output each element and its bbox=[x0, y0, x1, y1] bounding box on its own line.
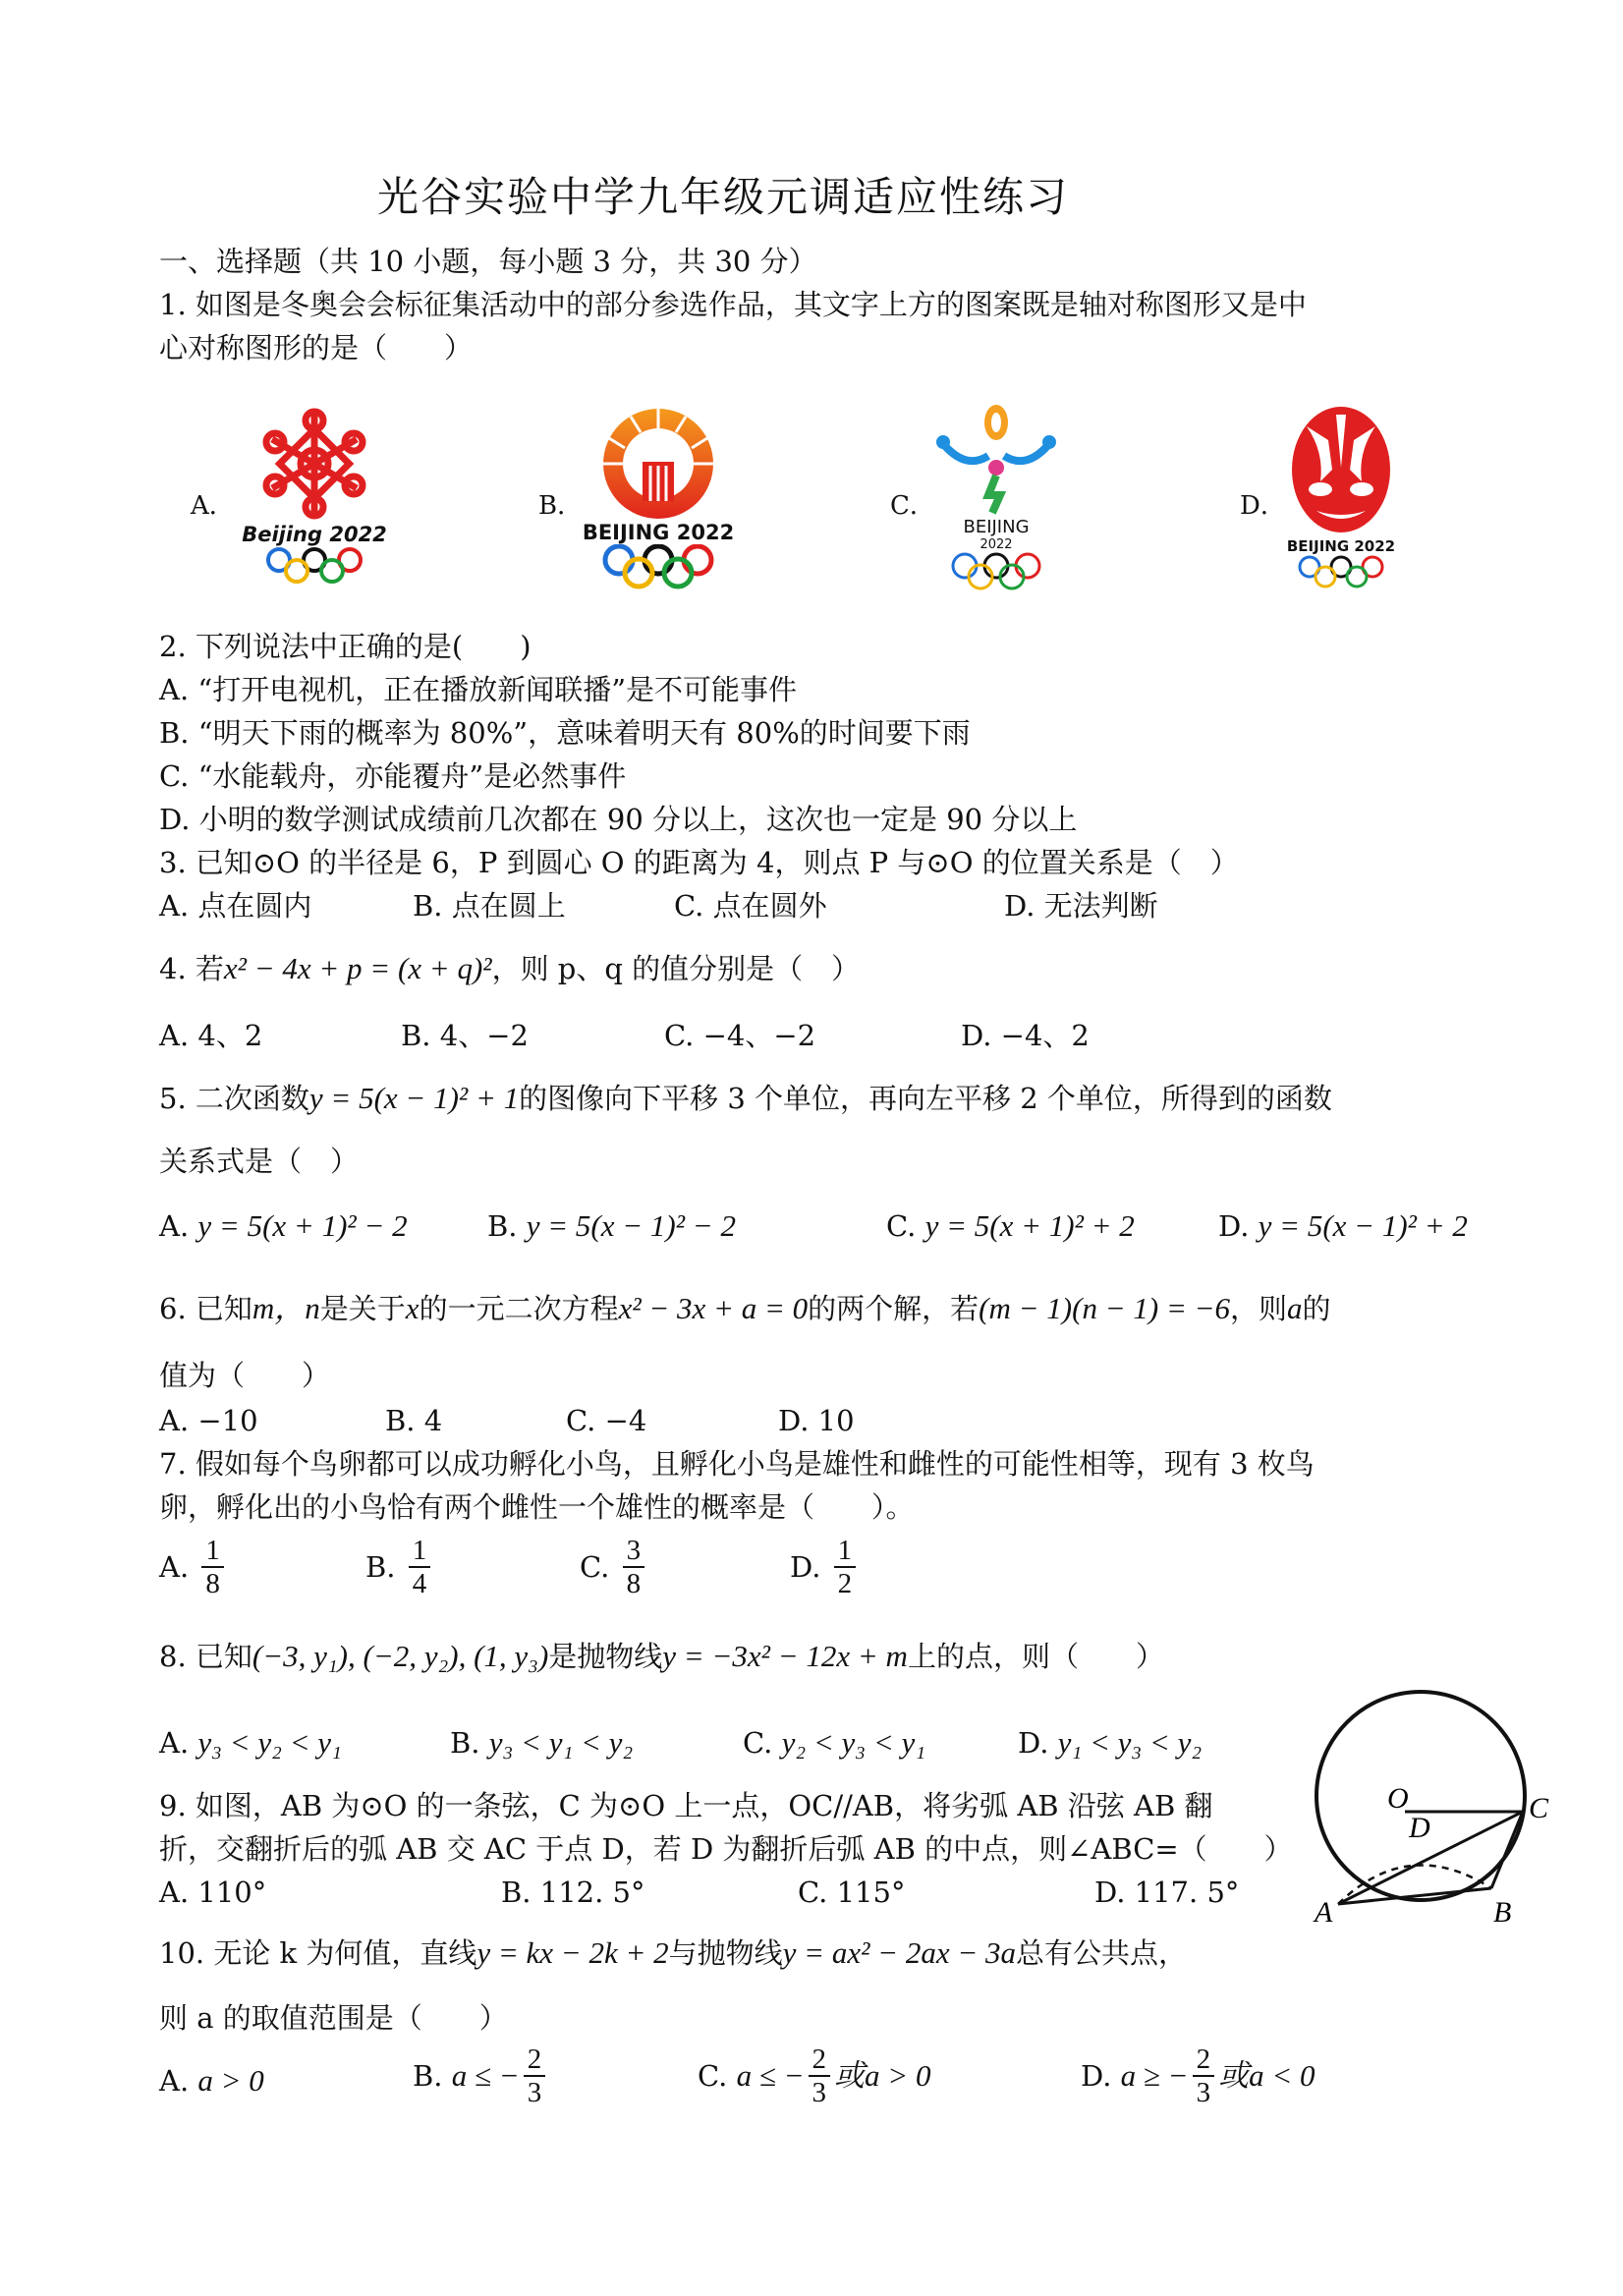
q4-option-c: C. −4、−2 bbox=[664, 1019, 816, 1052]
q2-option-a: A. “打开电视机，正在播放新闻联播”是不可能事件 bbox=[159, 673, 798, 706]
q6-p3: 的一元二次方程 bbox=[419, 1292, 619, 1325]
logo-c-year: 2022 bbox=[979, 537, 1013, 552]
q3-option-d: D. 无法判断 bbox=[1004, 889, 1158, 923]
q3-option-a: A. 点在圆内 bbox=[159, 889, 312, 923]
q6-line2: 值为（ ） bbox=[159, 1359, 331, 1392]
q4-stem bbox=[159, 951, 860, 986]
q8-points: (−3, y₁), (−2, y₂), (1, y₃) bbox=[252, 1639, 549, 1673]
q8-option-b bbox=[450, 1725, 633, 1761]
q10-post: 总有公共点， bbox=[1016, 1936, 1188, 1970]
q6-p2: 是关于 bbox=[319, 1292, 406, 1325]
q4-pre: 4. 若 bbox=[159, 952, 224, 985]
q7-option-d bbox=[790, 1535, 860, 1599]
q10-b-num: 2 bbox=[524, 2044, 546, 2077]
q7-b-num: 1 bbox=[409, 1535, 431, 1568]
q5-equation: y = 5(x − 1)² + 1 bbox=[308, 1081, 520, 1115]
q7-line1: 7. 假如每个鸟卵都可以成功孵化小鸟，且孵化小鸟是雄性和雌性的可能性相等，现有 3 枚鸟 bbox=[159, 1447, 1315, 1481]
q10-line2: 则 a 的取值范围是（ ） bbox=[159, 2001, 508, 2035]
q8-post: 上的点，则（ ） bbox=[907, 1640, 1164, 1673]
q5-c-label: C. bbox=[886, 1209, 917, 1243]
q6-option-a: A. −10 bbox=[159, 1404, 258, 1437]
q7-b-label: B. bbox=[365, 1550, 396, 1584]
logo-c bbox=[927, 401, 1065, 591]
q7-c-num: 3 bbox=[623, 1535, 645, 1568]
q1-line1: 1. 如图是冬奥会会标征集活动中的部分参选作品，其文字上方的图案既是轴对称图形又是中 bbox=[159, 288, 1307, 321]
q6-p6: 的 bbox=[1302, 1292, 1331, 1325]
logo-b-caption: BEIJING 2022 bbox=[582, 521, 735, 544]
q5-option-b bbox=[487, 1208, 736, 1244]
q8-pre: 8. 已知 bbox=[159, 1640, 252, 1673]
q1-option-d: D． bbox=[1240, 491, 1286, 521]
q9-option-a: A. 110° bbox=[159, 1876, 267, 1909]
q10-d-num: 2 bbox=[1193, 2044, 1215, 2077]
q10-a-label: A. bbox=[159, 2064, 190, 2098]
q8-stem bbox=[159, 1639, 1164, 1674]
q10-b-label: B. bbox=[413, 2059, 443, 2093]
q1-option-b: B． bbox=[538, 491, 584, 521]
q10-d-fraction bbox=[1193, 2044, 1215, 2108]
q10-mid: 与抛物线 bbox=[668, 1936, 783, 1970]
q10-c-fraction bbox=[809, 2044, 831, 2108]
q10-option-c bbox=[698, 2044, 930, 2108]
q9-option-d: D. 117. 5° bbox=[1094, 1876, 1240, 1909]
q8-a-label: A. bbox=[159, 1726, 190, 1760]
q7-c-label: C. bbox=[580, 1550, 610, 1584]
q10-d-expr: a ≥ − bbox=[1120, 2058, 1189, 2093]
q8-d-label: D. bbox=[1018, 1726, 1049, 1760]
q8-option-d bbox=[1018, 1725, 1202, 1761]
q9-option-c: C. 115° bbox=[798, 1876, 906, 1909]
q3-stem: 3. 已知⊙O 的半径是 6，P 到圆心 O 的距离为 4，则点 P 与⊙O 的位置关系是（ ） bbox=[159, 846, 1239, 879]
q6-p1: 6. 已知 bbox=[159, 1292, 252, 1325]
q8-option-c bbox=[743, 1725, 925, 1761]
q7-d-label: D. bbox=[790, 1550, 821, 1584]
q5-post: 的图像向下平移 3 个单位，再向左平移 2 个单位，所得到的函数 bbox=[519, 1082, 1332, 1115]
q3-option-b: B. 点在圆上 bbox=[413, 889, 566, 923]
q8-c-label: C. bbox=[743, 1726, 773, 1760]
q6-a: a bbox=[1287, 1291, 1303, 1325]
q10-c-den: 3 bbox=[812, 2077, 827, 2108]
q5-stem bbox=[159, 1081, 1332, 1116]
q9-circle-figure bbox=[1307, 1690, 1572, 1926]
q6-mn: m，n bbox=[252, 1291, 320, 1325]
q7-line2: 卵，孵化出的小鸟恰有两个雌性一个雄性的概率是（ ）。 bbox=[159, 1490, 915, 1524]
q9-option-b: B. 112. 5° bbox=[501, 1876, 645, 1909]
q2-option-b: B. “明天下雨的概率为 80%”，意味着明天有 80%的时间要下雨 bbox=[159, 716, 971, 750]
q6-option-b: B. 4 bbox=[385, 1404, 443, 1437]
section-heading: 一、选择题（共 10 小题，每小题 3 分，共 30 分） bbox=[159, 245, 817, 278]
q4-option-d: D. −4、2 bbox=[961, 1019, 1090, 1052]
q7-b-den: 4 bbox=[412, 1568, 427, 1599]
sunburst-icon bbox=[580, 403, 737, 521]
q8-b-label: B. bbox=[450, 1726, 480, 1760]
q10-option-a bbox=[159, 2063, 264, 2097]
q10-d-label: D. bbox=[1081, 2059, 1112, 2093]
q10-a-expr: a > 0 bbox=[197, 2063, 264, 2098]
q6-stem bbox=[159, 1291, 1331, 1326]
q5-option-d bbox=[1218, 1208, 1468, 1244]
q10-option-b bbox=[413, 2044, 549, 2108]
q5-option-c bbox=[886, 1208, 1135, 1244]
q7-a-label: A. bbox=[159, 1550, 190, 1584]
olympic-rings-icon bbox=[580, 544, 737, 589]
q7-a-fraction bbox=[201, 1535, 224, 1599]
q7-d-num: 1 bbox=[834, 1535, 857, 1568]
olympic-rings-icon bbox=[1277, 555, 1405, 588]
q8-d-expr: y₁ < y₃ < y₂ bbox=[1057, 1725, 1203, 1760]
q10-c-post: 或a > 0 bbox=[834, 2058, 931, 2093]
q9-line2: 折，交翻折后的弧 AB 交 AC 于点 D，若 D 为翻折后弧 AB 的中点，则∠ABC=（ ） bbox=[159, 1832, 1293, 1866]
q4-option-b: B. 4、−2 bbox=[401, 1019, 529, 1052]
q8-option-a bbox=[159, 1725, 342, 1761]
q8-mid: 是抛物线 bbox=[548, 1640, 663, 1673]
q4-equation: x² − 4x + p = (x + q)² bbox=[223, 951, 492, 985]
logo-a-caption: Beijing 2022 bbox=[242, 523, 387, 546]
q5-a-label: A. bbox=[159, 1209, 190, 1243]
q5-line2: 关系式是（ ） bbox=[159, 1145, 360, 1178]
q5-d-label: D. bbox=[1218, 1209, 1250, 1243]
q3-option-c: C. 点在圆外 bbox=[674, 889, 827, 923]
q7-a-den: 8 bbox=[205, 1568, 220, 1599]
q10-eq2: y = ax² − 2ax − 3a bbox=[782, 1935, 1017, 1970]
label-a: A bbox=[1315, 1896, 1333, 1926]
q10-d-post: 或a < 0 bbox=[1218, 2058, 1315, 2093]
segment-bc bbox=[1491, 1812, 1523, 1888]
q6-p4: 的两个解，若 bbox=[808, 1292, 979, 1325]
q10-eq1: y = kx − 2k + 2 bbox=[476, 1935, 669, 1970]
q6-eq2: (m − 1)(n − 1) = −6 bbox=[979, 1291, 1231, 1325]
segment-ac bbox=[1338, 1812, 1523, 1904]
q7-c-fraction bbox=[623, 1535, 645, 1599]
q5-d-expr: y = 5(x − 1)² + 2 bbox=[1258, 1208, 1468, 1243]
q5-pre: 5. 二次函数 bbox=[159, 1082, 309, 1115]
q10-pre: 10. 无论 k 为何值，直线 bbox=[159, 1936, 477, 1970]
logo-b bbox=[580, 403, 737, 589]
q1-option-c: C． bbox=[890, 491, 935, 521]
q9-line1: 9. 如图，AB 为⊙O 的一条弦，C 为⊙O 上一点，OC//AB，将劣弧 AB 沿弦 AB 翻 bbox=[159, 1789, 1213, 1822]
q6-eq1: x² − 3x + a = 0 bbox=[618, 1291, 809, 1325]
q5-b-label: B. bbox=[487, 1209, 518, 1243]
q10-b-expr: a ≤ − bbox=[451, 2058, 520, 2093]
olympic-rings-icon bbox=[236, 546, 393, 586]
q10-b-den: 3 bbox=[527, 2077, 542, 2108]
logo-a bbox=[236, 407, 393, 586]
q7-option-c bbox=[580, 1535, 648, 1599]
q2-stem: 2. 下列说法中正确的是( ) bbox=[159, 630, 532, 663]
q10-c-num: 2 bbox=[809, 2044, 831, 2077]
q10-stem bbox=[159, 1935, 1187, 1971]
q7-d-den: 2 bbox=[837, 1568, 853, 1599]
q5-b-expr: y = 5(x − 1)² − 2 bbox=[526, 1208, 736, 1243]
q10-c-label: C. bbox=[698, 2059, 728, 2093]
q6-option-c: C. −4 bbox=[566, 1404, 647, 1437]
q10-option-d bbox=[1081, 2044, 1315, 2108]
q7-option-a bbox=[159, 1535, 228, 1599]
q6-p5: ，则 bbox=[1230, 1292, 1288, 1325]
q10-c-expr: a ≤ − bbox=[736, 2058, 805, 2093]
q2-option-d: D. 小明的数学测试成绩前几次都在 90 分以上，这次也一定是 90 分以上 bbox=[159, 803, 1078, 836]
q8-equation: y = −3x² − 12x + m bbox=[662, 1639, 908, 1673]
snowflake-icon bbox=[236, 407, 393, 523]
label-d: D bbox=[1409, 1812, 1430, 1844]
q1-option-a: A． bbox=[191, 491, 235, 521]
q1-line2: 心对称图形的是（ ） bbox=[159, 331, 474, 364]
q5-c-expr: y = 5(x + 1)² + 2 bbox=[924, 1208, 1135, 1243]
logo-d bbox=[1277, 405, 1405, 588]
q8-c-expr: y₂ < y₃ < y₁ bbox=[781, 1725, 926, 1760]
label-c: C bbox=[1529, 1792, 1549, 1824]
q8-a-expr: y₃ < y₂ < y₁ bbox=[197, 1725, 342, 1760]
q10-b-fraction bbox=[524, 2044, 546, 2108]
page-title: 光谷实验中学九年级元调适应性练习 bbox=[377, 173, 1070, 221]
q6-x: x bbox=[405, 1291, 420, 1325]
q7-c-den: 8 bbox=[626, 1568, 642, 1599]
q7-b-fraction bbox=[409, 1535, 431, 1599]
q7-a-num: 1 bbox=[201, 1535, 224, 1568]
opera-mask-icon bbox=[1277, 405, 1405, 537]
label-b: B bbox=[1493, 1896, 1512, 1926]
q4-post: ，则 p、q 的值分别是（ ） bbox=[491, 952, 861, 985]
logo-d-caption: BEIJING 2022 bbox=[1286, 537, 1396, 555]
athlete-figure-icon bbox=[927, 401, 1065, 517]
q4-option-a: A. 4、2 bbox=[159, 1019, 263, 1052]
q5-option-a bbox=[159, 1208, 408, 1244]
q7-option-b bbox=[365, 1535, 434, 1599]
label-o: O bbox=[1387, 1782, 1409, 1815]
logo-c-caption: BEIJING bbox=[963, 517, 1030, 537]
q6-option-d: D. 10 bbox=[778, 1404, 855, 1437]
q7-d-fraction bbox=[834, 1535, 857, 1599]
q2-option-c: C. “水能载舟，亦能覆舟”是必然事件 bbox=[159, 759, 627, 793]
q10-d-den: 3 bbox=[1196, 2077, 1211, 2108]
q5-a-expr: y = 5(x + 1)² − 2 bbox=[197, 1208, 408, 1243]
q8-b-expr: y₃ < y₁ < y₂ bbox=[488, 1725, 634, 1760]
circle-o bbox=[1316, 1692, 1525, 1900]
olympic-rings-icon bbox=[927, 552, 1065, 591]
